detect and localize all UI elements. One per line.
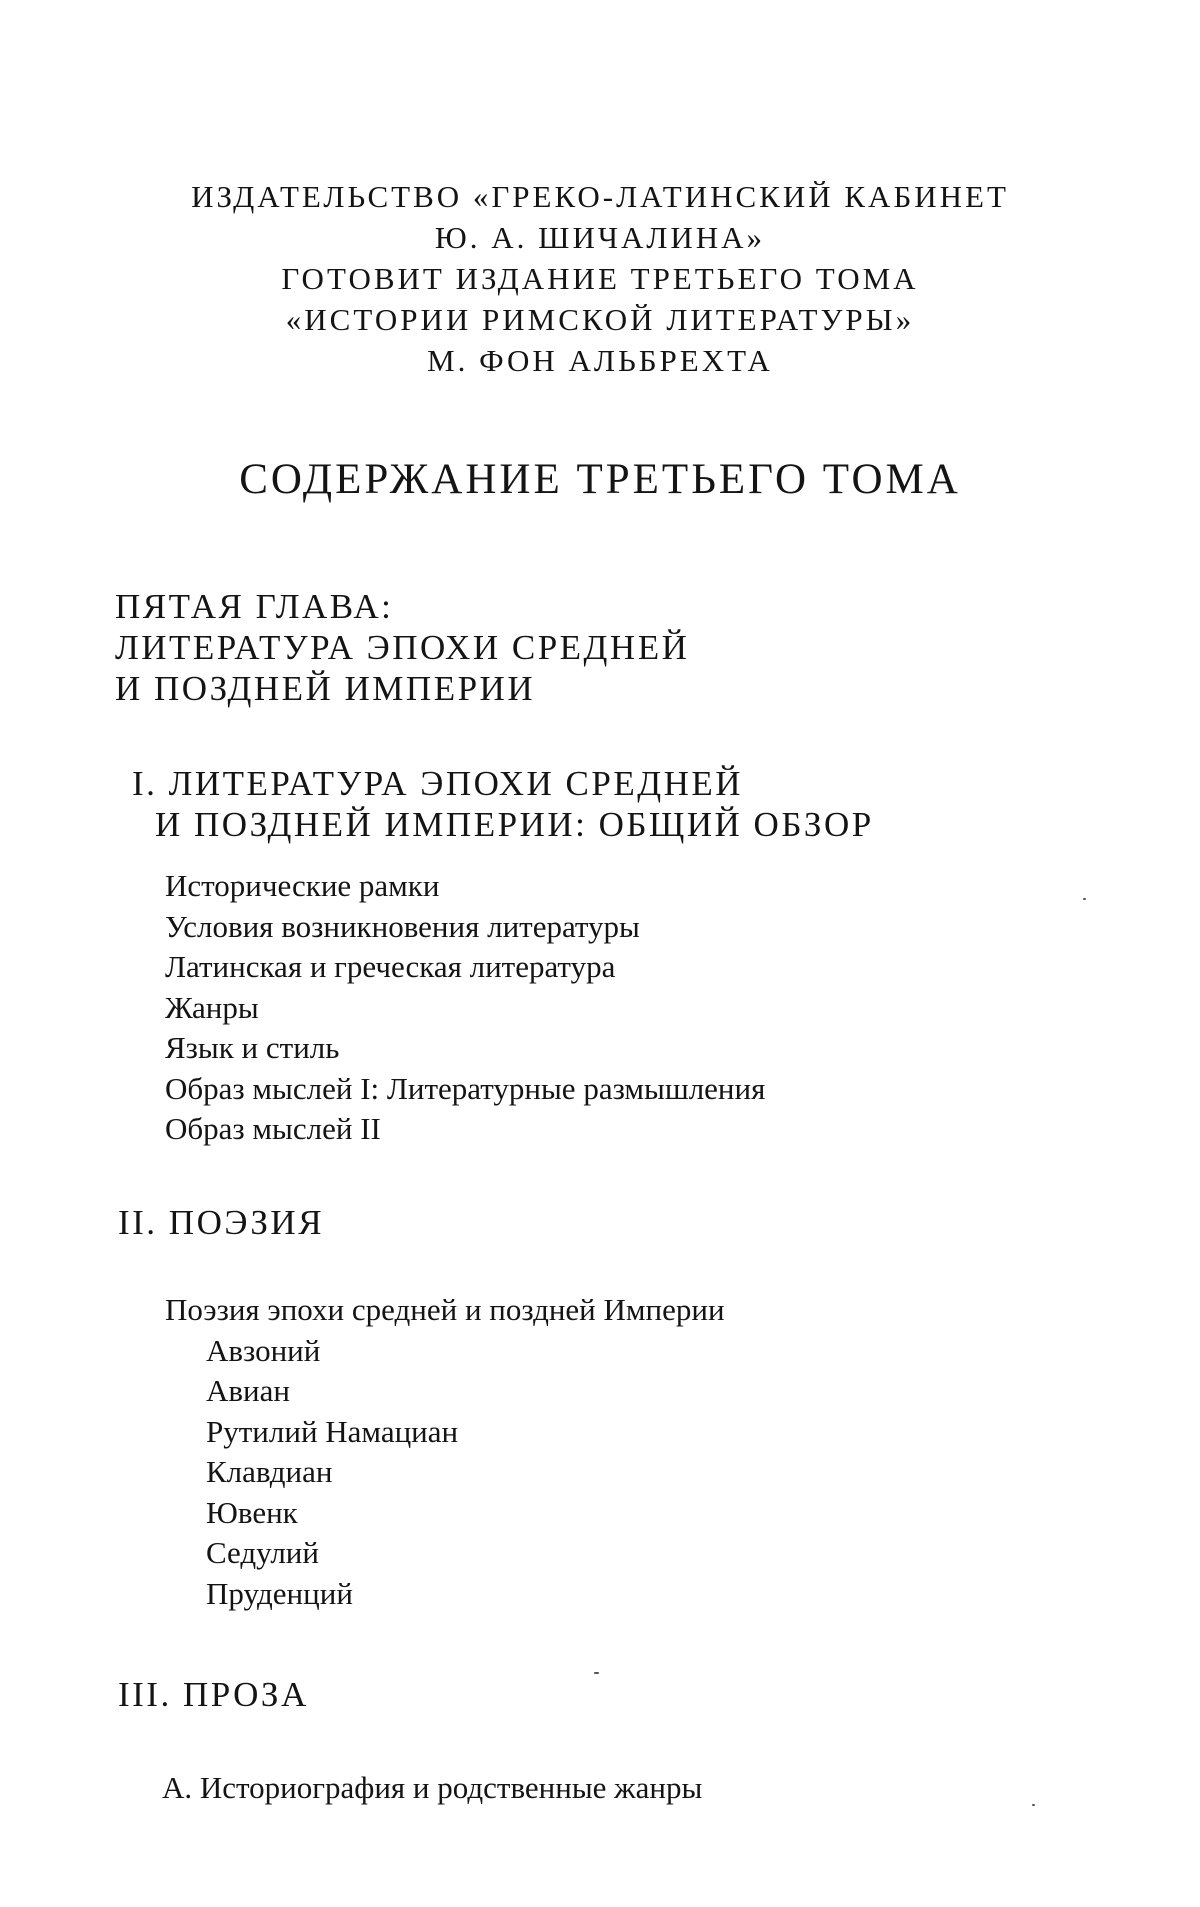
toc-item: Образ мыслей I: Литературные размышления	[165, 1070, 766, 1106]
notice-line: М. ФОН АЛЬБРЕХТА	[427, 343, 773, 378]
notice-line: «ИСТОРИИ РИМСКОЙ ЛИТЕРАТУРЫ»	[285, 302, 915, 337]
toc-subitem: Авзоний	[206, 1332, 321, 1368]
chapter-heading	[115, 586, 689, 709]
section-i-contents	[165, 866, 765, 1150]
toc-subitem: Седулий	[206, 1535, 319, 1570]
scan-speck	[1083, 898, 1086, 900]
publisher-notice	[0, 176, 1200, 381]
section-heading-line: I. ЛИТЕРАТУРА ЭПОХИ СРЕДНЕЙ	[132, 764, 744, 803]
toc-subitem: Рутилий Намациан	[206, 1413, 459, 1449]
toc-item: Образ мыслей II	[165, 1111, 381, 1146]
notice-line: Ю. А. ШИЧАЛИНА»	[434, 220, 766, 255]
toc-item: Исторические рамки	[165, 868, 440, 903]
notice-line: ГОТОВИТ ИЗДАНИЕ ТРЕТЬЕГО ТОМА	[281, 261, 919, 296]
toc-item: Жанры	[165, 989, 259, 1025]
notice-line: ИЗДАТЕЛЬСТВО «ГРЕКО-ЛАТИНСКИЙ КАБИНЕТ	[191, 179, 1009, 214]
section-iii-contents	[162, 1768, 702, 1809]
scan-speck	[1032, 1804, 1035, 1806]
scan-speck	[594, 1672, 599, 1674]
section-heading-ii: II. ПОЭЗИЯ	[118, 1203, 325, 1242]
section-heading-i	[132, 763, 874, 845]
chapter-heading-line: И ПОЗДНЕЙ ИМПЕРИИ	[115, 669, 536, 708]
chapter-heading-line: ЛИТЕРАТУРА ЭПОХИ СРЕДНЕЙ	[115, 628, 690, 667]
section-heading-iii: III. ПРОЗА	[118, 1675, 309, 1714]
toc-subitem: Клавдиан	[206, 1454, 333, 1489]
section-heading-line: И ПОЗДНЕЙ ИМПЕРИИ: ОБЩИЙ ОБЗОР	[155, 805, 874, 844]
toc-subitem: Авиан	[206, 1373, 290, 1408]
toc-item: Язык и стиль	[165, 1030, 340, 1065]
toc-subitem: Ювенк	[206, 1494, 298, 1530]
toc-item: Поэзия эпохи средней и поздней Империи	[165, 1292, 725, 1327]
toc-item: А. Историография и родственные жанры	[162, 1770, 703, 1805]
contents-title: СОДЕРЖАНИЕ ТРЕТЬЕГО ТОМА	[239, 456, 961, 503]
toc-item: Условия возникновения литературы	[165, 908, 640, 944]
section-ii-contents	[165, 1290, 725, 1614]
toc-item: Латинская и греческая литература	[165, 949, 616, 984]
toc-subitem: Пруденций	[206, 1575, 353, 1611]
chapter-heading-line: ПЯТАЯ ГЛАВА:	[115, 587, 394, 626]
